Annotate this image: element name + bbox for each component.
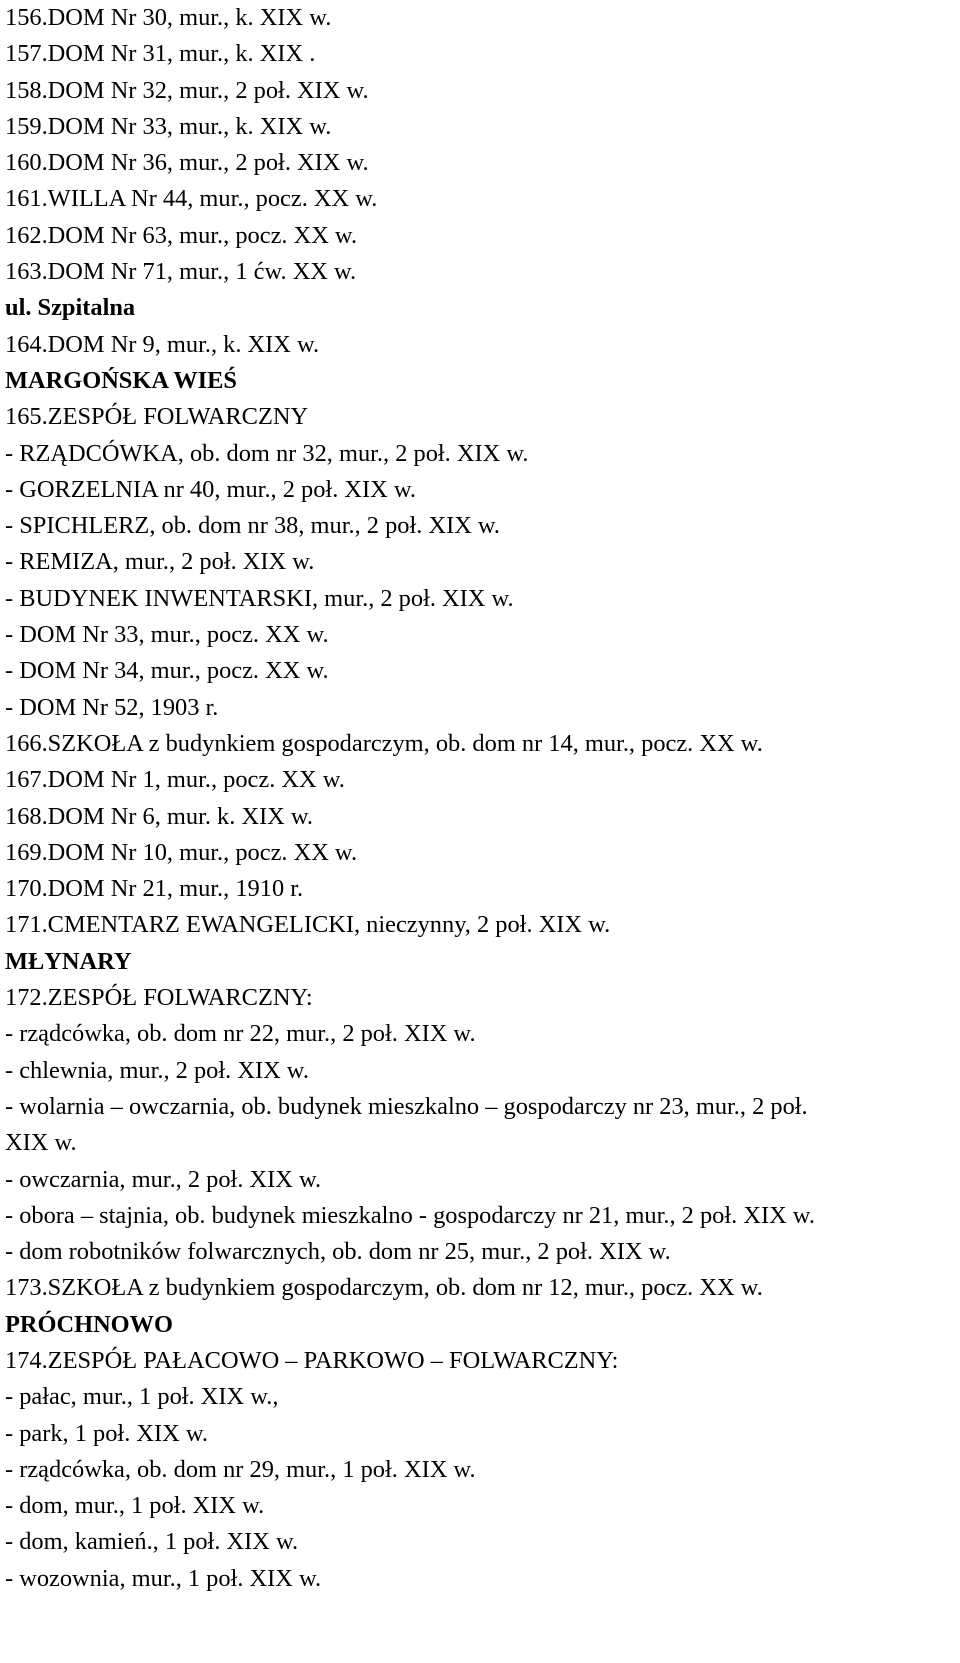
list-item: 161.WILLA Nr 44, mur., pocz. XX w. <box>5 185 378 213</box>
sub-item: - dom robotników folwarcznych, ob. dom nr 25, mur., 2 poł. XIX w. <box>5 1238 671 1266</box>
list-item: 160.DOM Nr 36, mur., 2 poł. XIX w. <box>5 149 369 177</box>
sub-item: - GORZELNIA nr 40, mur., 2 poł. XIX w. <box>5 475 416 503</box>
sub-item: - SPICHLERZ, ob. dom nr 38, mur., 2 poł. XIX w. <box>5 512 501 540</box>
list-item: 168.DOM Nr 6, mur. k. XIX w. <box>5 802 314 830</box>
list-item: 169.DOM Nr 10, mur., pocz. XX w. <box>5 838 358 866</box>
list-item: 158.DOM Nr 32, mur., 2 poł. XIX w. <box>5 76 369 104</box>
section-heading: ul. Szpitalna <box>5 294 136 322</box>
sub-item: - dom, kamień., 1 poł. XIX w. <box>5 1528 299 1556</box>
sub-item: - chlewnia, mur., 2 poł. XIX w. <box>5 1056 309 1084</box>
sub-item: - park, 1 poł. XIX w. <box>5 1419 208 1447</box>
sub-item: - DOM Nr 33, mur., pocz. XX w. <box>5 621 329 649</box>
list-item: 170.DOM Nr 21, mur., 1910 r. <box>5 875 304 903</box>
list-item: 156.DOM Nr 30, mur., k. XIX w. <box>5 4 332 31</box>
list-item: 173.SZKOŁA z budynkiem gospodarczym, ob. dom nr 12, mur., pocz. XX w. <box>5 1274 763 1302</box>
list-item: 166.SZKOŁA z budynkiem gospodarczym, ob. dom nr 14, mur., pocz. XX w. <box>5 729 763 757</box>
sub-item: - DOM Nr 52, 1903 r. <box>5 693 219 721</box>
section-heading: PRÓCHNOWO <box>5 1310 174 1338</box>
sub-item-continuation: XIX w. <box>5 1129 77 1157</box>
list-item: 171.CMENTARZ EWANGELICKI, nieczynny, 2 poł. XIX w. <box>5 911 611 939</box>
sub-item: - pałac, mur., 1 poł. XIX w., <box>5 1383 279 1411</box>
list-item: 159.DOM Nr 33, mur., k. XIX w. <box>5 112 332 140</box>
list-item: 163.DOM Nr 71, mur., 1 ćw. XX w. <box>5 258 357 286</box>
list-item: 172.ZESPÓŁ FOLWARCZNY: <box>5 984 313 1012</box>
list-item: 162.DOM Nr 63, mur., pocz. XX w. <box>5 221 358 249</box>
sub-item: - owczarnia, mur., 2 poł. XIX w. <box>5 1165 322 1193</box>
list-item: 157.DOM Nr 31, mur., k. XIX . <box>5 40 316 68</box>
sub-item: - obora – stajnia, ob. budynek mieszkalno - gospodarczy nr 21, mur., 2 poł. XIX w. <box>5 1201 815 1229</box>
list-item: 167.DOM Nr 1, mur., pocz. XX w. <box>5 766 345 794</box>
section-heading: MARGOŃSKA WIEŚ <box>5 366 237 394</box>
document-page <box>5 0 955 1597</box>
sub-item: - wozownia, mur., 1 poł. XIX w. <box>5 1564 322 1592</box>
sub-item: - wolarnia – owczarnia, ob. budynek mieszkalno – gospodarczy nr 23, mur., 2 poł. <box>5 1092 808 1120</box>
sub-item: - RZĄDCÓWKA, ob. dom nr 32, mur., 2 poł. XIX w. <box>5 439 529 467</box>
sub-item: - dom, mur., 1 poł. XIX w. <box>5 1492 265 1520</box>
section-heading: MŁYNARY <box>5 947 132 975</box>
list-item: 165.ZESPÓŁ FOLWARCZNY <box>5 403 309 431</box>
sub-item: - DOM Nr 34, mur., pocz. XX w. <box>5 657 329 685</box>
sub-item: - REMIZA, mur., 2 poł. XIX w. <box>5 548 315 576</box>
list-item: 174.ZESPÓŁ PAŁACOWO – PARKOWO – FOLWARCZNY: <box>5 1346 619 1374</box>
list-item: 164.DOM Nr 9, mur., k. XIX w. <box>5 330 320 358</box>
sub-item: - rządcówka, ob. dom nr 22, mur., 2 poł. XIX w. <box>5 1020 476 1048</box>
sub-item: - BUDYNEK INWENTARSKI, mur., 2 poł. XIX w. <box>5 584 514 612</box>
sub-item: - rządcówka, ob. dom nr 29, mur., 1 poł. XIX w. <box>5 1455 476 1483</box>
